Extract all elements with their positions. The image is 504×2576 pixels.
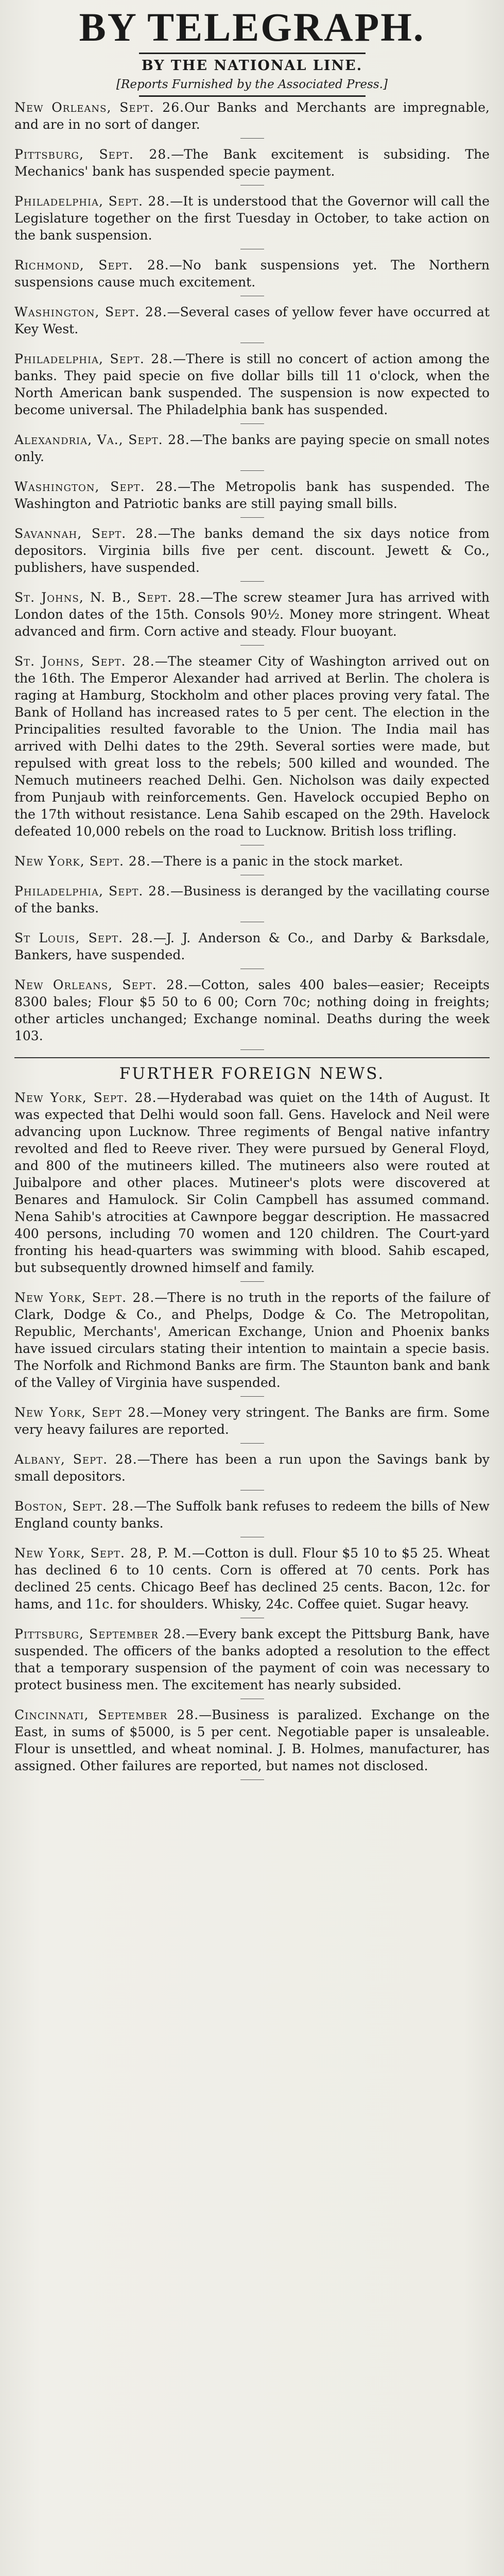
- dispatch-text: —The Bank excitement is subsiding. The Mechanics' bank has suspended specie payment.: [14, 147, 490, 179]
- dispatch-dateline: Boston, Sept. 28.: [14, 1499, 134, 1514]
- dispatch-dateline: Washington, Sept. 28.: [14, 479, 178, 494]
- dispatch-item: [14, 1498, 490, 1537]
- dispatch-item: [14, 976, 490, 1050]
- dispatch-item: [14, 350, 490, 424]
- dispatch-dateline: Alexandria, Va., Sept. 28.: [14, 432, 190, 447]
- dispatch-dateline: Albany, Sept. 28.: [14, 1452, 137, 1467]
- dispatch-text: —The Suffolk bank refuses to redeem the bills of New England county banks.: [14, 1499, 490, 1531]
- dispatch-dateline: New York, Sept. 28.: [14, 1290, 155, 1305]
- dispatch-dateline: Pittsburg, Sept. 28.: [14, 147, 171, 162]
- dispatch-text: —Hyderabad was quiet on the 14th of August. It was expected that Delhi would soon fall. Gens. Havelock and Neil were advancing upon Lucknow. Three regiments of Bengal native infantry revolted and fled to Reeve river. They were pursued by General Floyd, and 800 of the mutineers killed. The mutineers also were routed at Juibalpore and other places. Mutineer's plots were discovered at Benares and Hamulock. Sir Colin Campbell has assumed command. Nena Sahib's atrocities at Cawnpore beggar description. He massacred 400 persons, including 70 women and 120 children. The Court-yard fronting his head-quarters was swimming with blood. Sahib escaped, but subsequently drowned himself and family.: [14, 1090, 490, 1275]
- dispatch-text: —Every bank except the Pittsburg Bank, have suspended. The officers of the banks adopted a resolution to the effect that a temporary suspension of the payment of coin was necessary to protect business men. The excitement has nearly subsided.: [14, 1626, 490, 1692]
- dispatch-text: —Cotton, sales 400 bales—easier; Receipts 8300 bales; Flour $5 50 to 6 00; Corn 70c; nothing doing in freights; other articles unchanged; Exchange nominal. Deaths during the week 103.: [14, 977, 490, 1043]
- dispatch-item: [14, 1289, 490, 1397]
- dispatch-item: [14, 257, 490, 296]
- dispatch-item: [14, 883, 490, 922]
- dispatch-item: [14, 478, 490, 518]
- dispatch-text: —The Metropolis bank has suspended. The Washington and Patriotic banks are still paying small bills.: [14, 479, 490, 511]
- dispatch-item: [14, 525, 490, 582]
- dispatch-item: [14, 146, 490, 185]
- dispatch-dateline: New Orleans, Sept. 26.: [14, 100, 185, 115]
- dispatch-list: [14, 99, 490, 1050]
- dispatch-item: [14, 589, 490, 646]
- section-heading: FURTHER FOREIGN NEWS.: [14, 1057, 490, 1084]
- dispatch-dateline: Cincinnati, September 28.: [14, 1707, 199, 1722]
- dispatch-text: —It is understood that the Governor will call the Legislature together on the first Tuesday in October, to take action on the bank suspension.: [14, 194, 490, 243]
- dispatch-text: —Business is paralized. Exchange on the East, in sums of $5000, is 5 per cent. Negotiable paper is unsaleable. Flour is unsettled, and wheat nominal. J. B. Holmes, manufacturer, has assigned. Other failures are reported, but names not disclosed.: [14, 1707, 490, 1773]
- dispatch-item: [14, 929, 490, 969]
- dispatch-text: —There is a panic in the stock market.: [150, 854, 403, 869]
- dispatch-text: —Cotton is dull. Flour $5 10 to $5 25. Wheat has declined 6 to 10 cents. Corn is offered at 70 cents. Pork has declined 25 cents. Chicago Beef has declined 25 cents. Bacon, 12c. for hams, and 11c. for shoulders. Whisky, 24c. Coffee quiet. Sugar heavy.: [14, 1546, 490, 1612]
- dispatch-item: [14, 853, 490, 875]
- dispatch-text: —There is still no concert of action among the banks. They paid specie on five dollar bills till 11 o'clock, when the North American bank suspended. The suspension is now expected to become universal. The Philadelphia bank has suspended.: [14, 351, 490, 417]
- masthead: [14, 5, 490, 97]
- dispatch-dateline: New York, Sept. 28.: [14, 1090, 157, 1105]
- dispatch-dateline: St Louis, Sept. 28.: [14, 930, 153, 945]
- dispatch-dateline: Richmond, Sept. 28.: [14, 258, 169, 273]
- dispatch-item: [14, 653, 490, 845]
- dispatch-item: [14, 193, 490, 249]
- dispatch-dateline: New York, Sept. 28, P. M.: [14, 1546, 192, 1561]
- dispatch-text: —The screw steamer Jura has arrived with London dates of the 15th. Consols 90½. Money more stringent. Wheat advanced and firm. Corn active and steady. Flour buoyant.: [14, 590, 490, 639]
- dispatch-dateline: Philadelphia, Sept. 28.: [14, 884, 171, 899]
- dispatch-dateline: St. Johns, N. B., Sept. 28.: [14, 590, 201, 605]
- dispatch-text: —There has been a run upon the Savings bank by small depositors.: [14, 1452, 490, 1484]
- dispatch-text: —Business is deranged by the vacillating course of the banks.: [14, 884, 490, 916]
- dispatch-dateline: Philadelphia, Sept. 28.: [14, 194, 170, 209]
- dispatch-item: [14, 1545, 490, 1618]
- dispatch-item: [14, 1404, 490, 1444]
- dispatch-dateline: Pittsburg, September 28.: [14, 1626, 186, 1641]
- dispatch-text: —J. J. Anderson & Co., and Darby & Barksdale, Bankers, have suspended.: [14, 930, 490, 962]
- dispatch-item: [14, 303, 490, 343]
- dispatch-text: —The banks are paying specie on small notes only.: [14, 432, 490, 464]
- dispatch-text: —The banks demand the six days notice from depositors. Virginia bills five per cent. discount. Jewett & Co., publishers, have suspended.: [14, 526, 490, 575]
- dispatch-dateline: New York, Sept. 28.: [14, 854, 151, 869]
- dispatch-dateline: Philadelphia, Sept. 28.: [14, 351, 173, 366]
- dispatch-item: [14, 99, 490, 139]
- dispatch-text: —The steamer City of Washington arrived out on the 16th. The Emperor Alexander had arrived at Berlin. The cholera is raging at Hamburg, Stockholm and other places proving very fatal. The Bank of Holland has increased rates to 5 per cent. The election in the Principalities resulted favorable to the Union. The India mail has arrived with Delhi dates to the 29th. Several sorties were made, but repulsed with great loss to the rebels; 500 killed and wounded. The Nemuch mutineers reached Delhi. Gen. Nicholson was daily expected from Punjaub with reinforcements. Gen. Havelock occupied Bepho on the 17th without resistance. Lena Sahib escaped on the 29th. Havelock defeated 10,000 rebels on the road to Lucknow. British loss trifling.: [14, 654, 490, 839]
- dispatch-text: Our Banks and Merchants are impregnable, and are in no sort of danger.: [14, 100, 490, 132]
- dispatch-text: —No bank suspensions yet. The Northern suspensions cause much excitement.: [14, 258, 490, 290]
- dispatch-dateline: New York, Sept 28.: [14, 1405, 150, 1420]
- dispatch-item: [14, 431, 490, 471]
- dispatch-item: [14, 1625, 490, 1699]
- masthead-rule: [139, 95, 366, 97]
- dispatch-dateline: Savannah, Sept. 28.: [14, 526, 158, 541]
- dispatch-item: [14, 1451, 490, 1490]
- headline: BY TELEGRAPH.: [79, 5, 425, 49]
- dispatch-dateline: New Orleans, Sept. 28.: [14, 977, 188, 992]
- dispatch-text: —There is no truth in the reports of the failure of Clark, Dodge & Co., and Phelps, Dodge & Co. The Metropolitan, Republic, Merchants', American Exchange, Union and Phoenix banks have issued circulars stating their intention to maintain a specie basis. The Norfolk and Richmond Banks are firm. The Staunton bank and bank of the Valley of Virginia have suspended.: [14, 1290, 490, 1390]
- dispatch-item: [14, 1706, 490, 1780]
- dispatch-text: —Several cases of yellow fever have occurred at Key West.: [14, 304, 490, 336]
- dispatch-item: [14, 1089, 490, 1282]
- dispatch-dateline: Washington, Sept. 28.: [14, 304, 167, 319]
- press-credit: [Reports Furnished by the Associated Press.]: [116, 78, 388, 91]
- dispatch-text: —Money very stringent. The Banks are firm. Some very heavy failures are reported.: [14, 1405, 490, 1437]
- foreign-dispatch-list: [14, 1089, 490, 1780]
- dispatch-dateline: St. Johns, Sept. 28.: [14, 654, 155, 669]
- byline: BY THE NATIONAL LINE.: [141, 58, 363, 74]
- headline-rule: [139, 53, 366, 54]
